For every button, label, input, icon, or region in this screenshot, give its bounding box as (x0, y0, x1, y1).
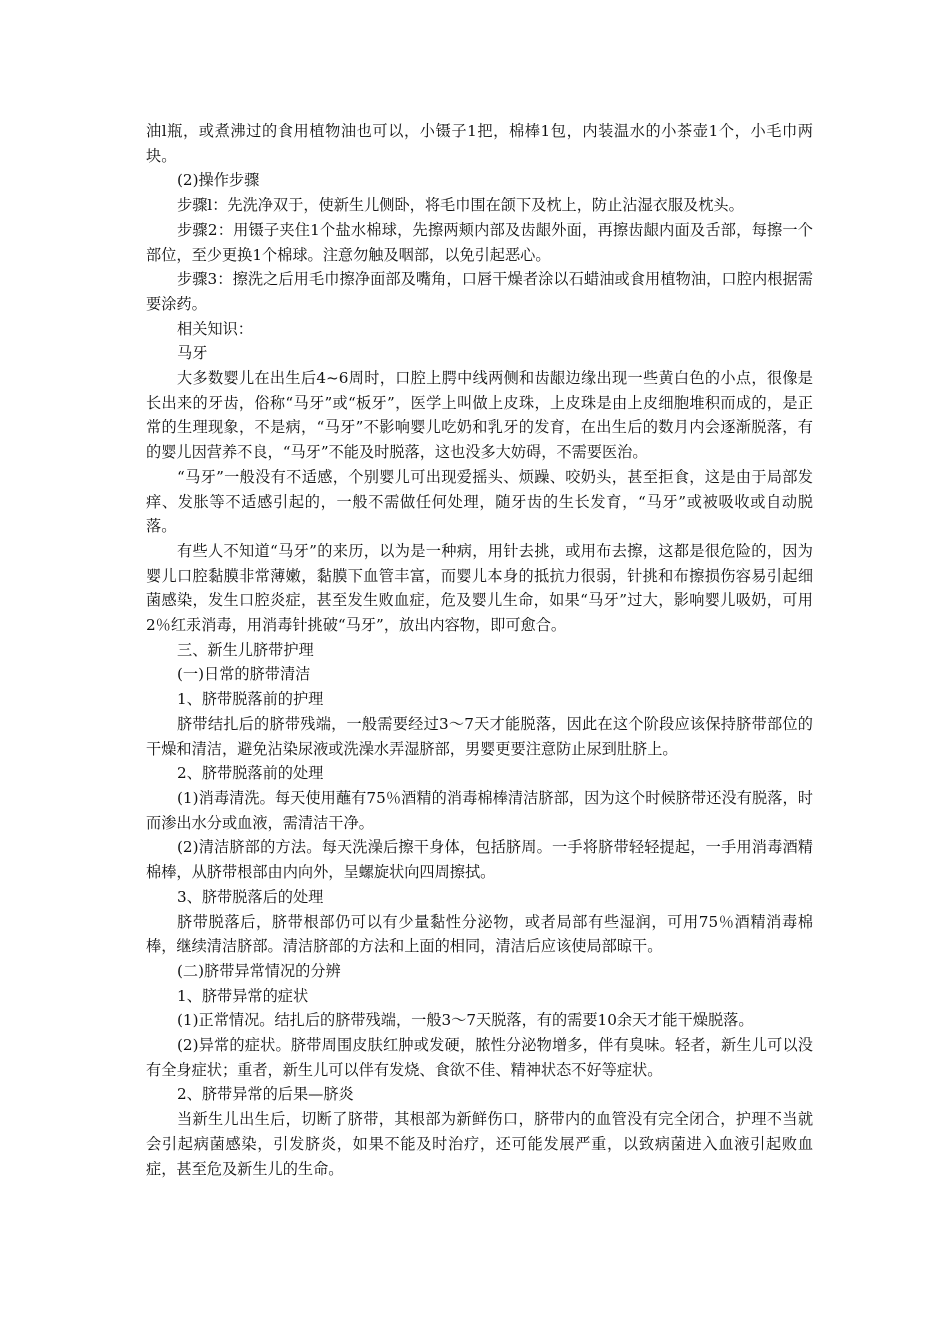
paragraph: 步骤3：擦洗之后用毛巾擦净面部及嘴角，口唇干燥者涂以石蜡油或食用植物油，口腔内根据需要涂药。 (146, 270, 813, 313)
paragraph: (一)日常的脐带清洁 (177, 665, 311, 684)
paragraph: 1、脐带脱落前的护理 (177, 690, 324, 709)
paragraph: “马牙”一般没有不适感，个别婴儿可出现爱摇头、烦躁、咬奶头，甚至拒食，这是由于局部发痒、发胀等不适感引起的，一般不需做任何处理，随牙齿的生长发育，“马牙”或被吸收或自动脱落。 (146, 467, 813, 536)
paragraph: 相关知识： (177, 319, 253, 338)
paragraph: 2、脐带异常的后果—脐炎 (177, 1085, 354, 1104)
paragraph: (二)脐带异常情况的分辨 (177, 961, 341, 980)
paragraph: (2)异常的症状。脐带周围皮肤红肿或发硬，脓性分泌物增多，伴有臭味。轻者，新生儿可以没有全身症状；重者，新生儿可以伴有发烧、食欲不佳、精神状态不好等症状。 (146, 1036, 813, 1079)
paragraph: 大多数婴儿在出生后4~6周时，口腔上腭中线两侧和齿龈边缘出现一些黄白色的小点，很像是长出来的牙齿，俗称“马牙”或“板牙”，医学上叫做上皮珠，上皮珠是由上皮细胞堆积而成的，是正常的生理现象，不是病，“马牙”不影响婴儿吃奶和乳牙的发育，在出生后的数月内会逐渐脱落，有的婴儿因营养不良，“马牙”不能及时脱落，这也没多大妨碍，不需要医治。 (146, 369, 813, 462)
paragraph: (2)操作步骤 (177, 171, 260, 190)
paragraph: 3、脐带脱落后的处理 (177, 887, 324, 906)
paragraph: 三、新生儿脐带护理 (177, 640, 314, 659)
document-body (146, 119, 813, 1181)
paragraph: 马牙 (177, 344, 208, 363)
paragraph: 油l瓶，或煮沸过的食用植物油也可以，小镊子1把，棉棒1包，内装温水的小茶壶1个，小毛巾两块。 (146, 122, 813, 165)
paragraph: 当新生儿出生后，切断了脐带，其根部为新鲜伤口，脐带内的血管没有完全闭合，护理不当就会引起病菌感染，引发脐炎，如果不能及时治疗，还可能发展严重，以致病菌进入血液引起败血症，甚至危及新生儿的生命。 (146, 1110, 813, 1178)
paragraph: (1)消毒清洗。每天使用蘸有75％酒精的消毒棉棒清洁脐部，因为这个时候脐带还没有脱落，时而渗出水分或血液，需清洁干净。 (146, 788, 813, 832)
paragraph: (2)清洁脐部的方法。每天洗澡后擦干身体，包括脐周。一手将脐带轻轻提起，一手用消毒酒精棉棒，从脐带根部由内向外，呈螺旋状向四周擦拭。 (146, 838, 813, 882)
paragraph: 有些人不知道“马牙”的来历，以为是一种病，用针去挑，或用布去擦，这都是很危险的，因为婴儿口腔黏膜非常薄嫩，黏膜下血管丰富，而婴儿本身的抵抗力很弱，针挑和布擦损伤容易引起细菌感染，发生口腔炎症，甚至发生败血症，危及婴儿生命，如果“马牙”过大，影响婴儿吸奶，可用2％红汞消毒，用消毒针挑破“马牙”，放出内容物，即可愈合。 (146, 541, 813, 635)
paragraph: 脐带脱落后，脐带根部仍可以有少量黏性分泌物，或者局部有些湿润，可用75％酒精消毒棉棒，继续清洁脐部。清洁脐部的方法和上面的相同，清洁后应该使局部晾干。 (146, 912, 813, 956)
paragraph: (1)正常情况。结扎后的脐带残端，一般3～7天脱落，有的需要10余天才能干燥脱落。 (177, 1011, 754, 1030)
paragraph: 步骤l：先洗净双于，使新生儿侧卧，将毛巾围在颌下及枕上，防止沾湿衣服及枕头。 (177, 196, 744, 215)
paragraph: 2、脐带脱落前的处理 (177, 764, 324, 783)
paragraph: 步骤2：用镊子夹住1个盐水棉球，先擦两颊内部及齿龈外面，再擦齿龈内面及舌部，每擦一个部位，至少更换1个棉球。注意勿触及咽部，以免引起恶心。 (146, 220, 813, 264)
paragraph: 1、脐带异常的症状 (177, 986, 309, 1005)
paragraph: 脐带结扎后的脐带残端，一般需要经过3～7天才能脱落，因此在这个阶段应该保持脐带部位的干燥和清洁，避免沾染尿液或洗澡水弄湿脐部，男婴更要注意防止尿到肚脐上。 (146, 714, 813, 758)
